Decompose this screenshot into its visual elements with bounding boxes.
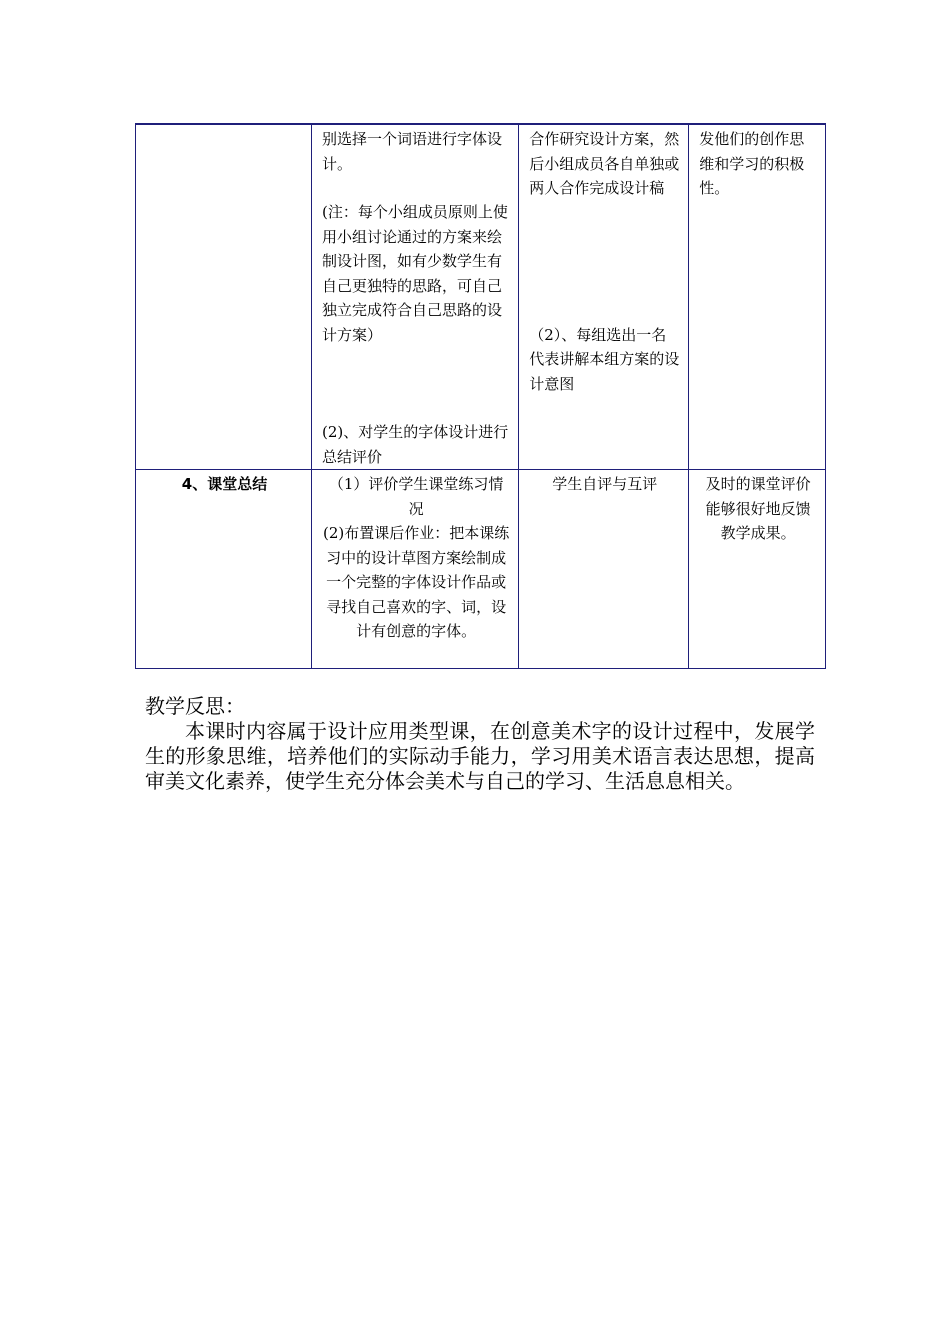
student-activity-cell	[519, 124, 689, 470]
reflection-title: 教学反思：	[145, 694, 245, 718]
teacher-activity-cell	[312, 124, 519, 470]
homework-text: (2)布置课后作业：把本课练习中的设计草图方案绘制成一个完整的字体设计作品或寻找自己喜欢的字、词，设计有创意的字体。	[322, 524, 510, 640]
student-activity-text: 合作研究设计方案，然后小组成员各自单独或两人合作完成设计稿	[529, 130, 680, 197]
table-row	[136, 470, 826, 669]
teacher-activity-cell	[312, 470, 519, 669]
teaching-reflection	[145, 694, 815, 794]
lesson-plan-table	[135, 123, 826, 669]
design-purpose-cell: 及时的课堂评价能够很好地反馈教学成果。	[689, 470, 826, 669]
student-activity-presentation: （2）、每组选出一名代表讲解本组方案的设计意图	[529, 325, 680, 393]
design-purpose-cell	[689, 124, 826, 470]
teacher-activity-evaluation: (2)、对学生的字体设计进行总结评价	[322, 423, 509, 466]
design-purpose-text: 发他们的创作思维和学习的积极性。	[699, 130, 805, 197]
stage-cell: 4、课堂总结	[136, 470, 312, 669]
reflection-body: 本课时内容属于设计应用类型课，在创意美术字的设计过程中，发展学生的形象思维，培养他们的实际动手能力，学习用美术语言表达思想，提高审美文化素养，使学生充分体会美术与自己的学习、生活息息相关。	[145, 719, 815, 793]
teacher-activity-text: 别选择一个词语进行字体设计。	[322, 130, 503, 173]
teacher-activity-text: （1）评价学生课堂练习情况	[328, 475, 504, 518]
student-activity-cell: 学生自评与互评	[519, 470, 689, 669]
stage-cell	[136, 124, 312, 470]
teacher-activity-note: (注：每个小组成员原则上使用小组讨论通过的方案来绘制设计图，如有少数学生有自己更独特的思路，可自己独立完成符合自己思路的设计方案）	[322, 203, 508, 344]
table-row	[136, 124, 826, 470]
